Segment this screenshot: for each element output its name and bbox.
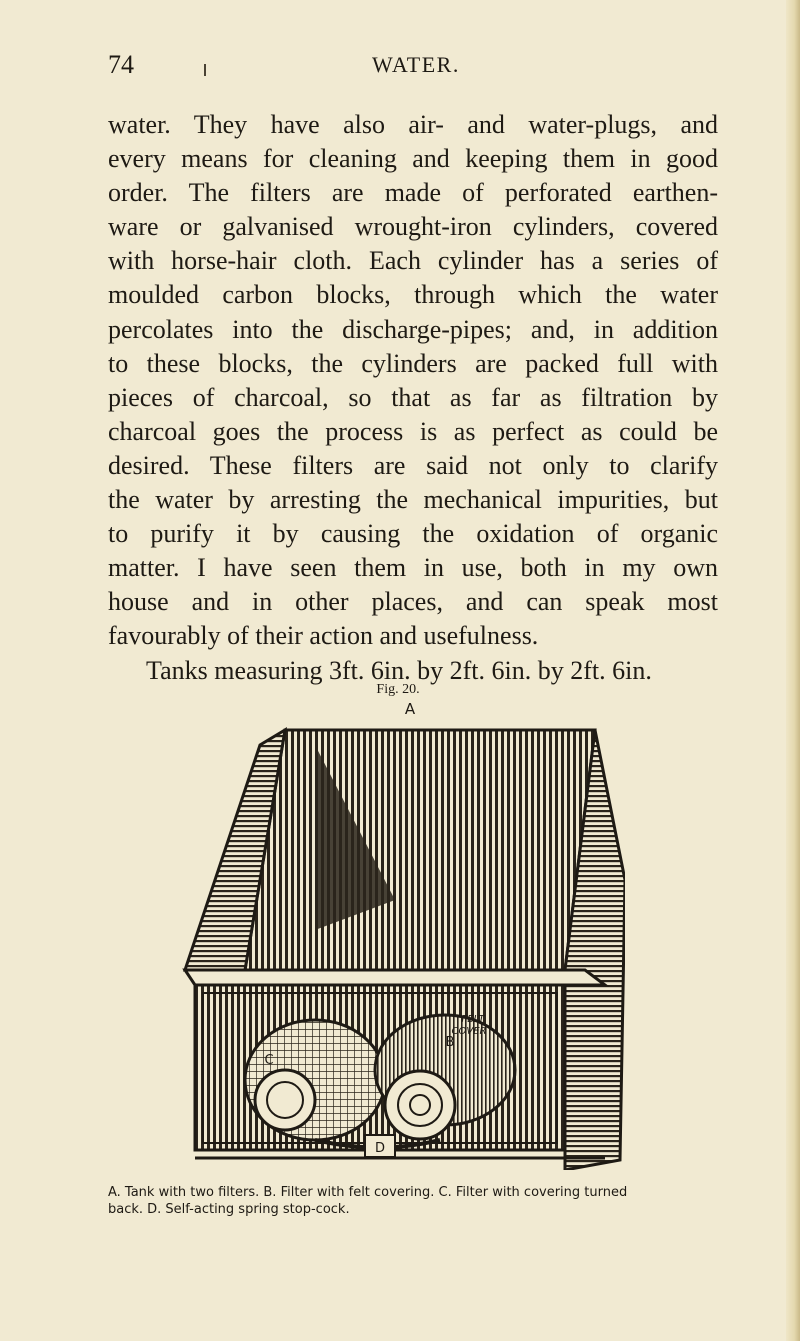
caption-line: A. Tank with two filters. B. Filter with felt covering. C. Filter with covering turned [108,1185,628,1200]
tank-back-wall [245,730,595,970]
text-line: house and in other places, and can speak most [108,587,718,617]
text-line: ware or galvanised wrought-iron cylinders, covered [108,212,718,242]
figure-caption [108,1184,718,1218]
mark-a: A [404,700,416,718]
running-title: WATER. [372,52,460,77]
text-line: every means for cleaning and keeping them in good [108,144,718,174]
mark-c: C [264,1053,274,1068]
running-head [0,50,800,90]
mark-felt: FELT [461,1014,485,1025]
text-line: water. They have also air- and water-plugs, and [108,110,718,139]
mark-d: D [374,1141,386,1156]
tank-front-rim [185,970,605,985]
text-line: moulded carbon blocks, through which the water [108,280,718,310]
text-line: to purify it by causing the oxidation of organic [108,519,718,549]
text-line: matter. I have seen them in use, both in my own [108,553,718,583]
text-line: order. The filters are made of perforated earthen- [108,178,718,208]
caption-line: back. D. Self-acting spring stop-cock. [108,1202,350,1217]
tank-illustration [165,700,625,1170]
page-edge [786,0,800,1341]
print-mark [204,64,206,76]
text-line: the water by arresting the mechanical impurities, but [108,485,718,515]
text-line: charcoal goes the process is as perfect as could be [108,416,718,446]
text-line: with horse-hair cloth. Each cylinder has a series of [108,246,718,276]
text-line: Tanks measuring 3ft. 6in. by 2ft. 6in. by 2ft. 6in. [146,655,652,685]
mark-cover: COVER [451,1026,487,1037]
body-text [108,108,718,688]
text-line: percolates into the discharge-pipes; and, in addition [108,314,718,344]
figure-number: Fig. 20. [376,682,420,697]
text-line: favourably of their action and usefulness. [108,621,539,651]
page-number: 74 [108,50,134,79]
mark-b: B [445,1035,455,1050]
figure-label [0,682,800,698]
text-line: to these blocks, the cylinders are packed full with [108,348,718,378]
text-line: pieces of charcoal, so that as far as filtration by [108,382,718,412]
text-line: desired. These filters are said not only to clarify [108,450,718,480]
